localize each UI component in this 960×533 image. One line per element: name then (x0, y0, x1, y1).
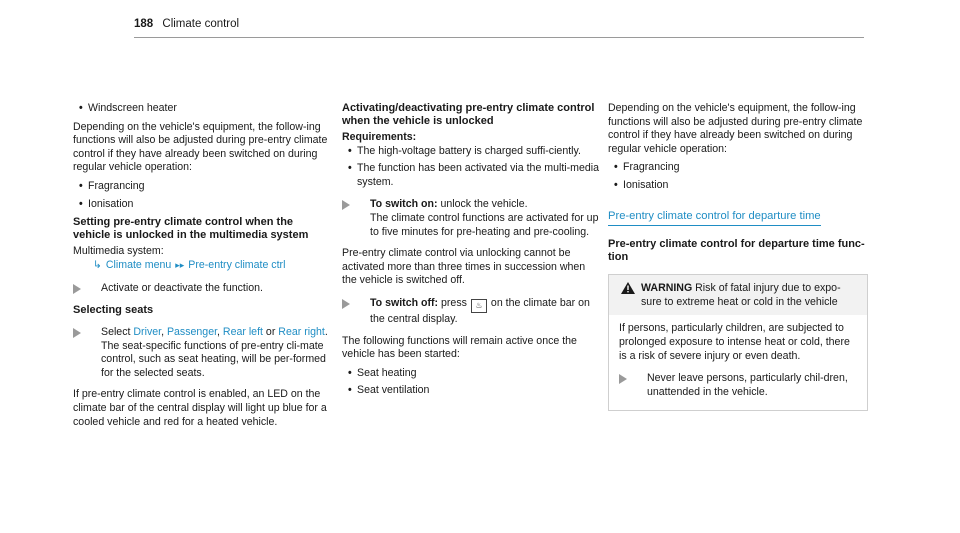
column-3 (608, 102, 868, 411)
switch-on-text: unlock the vehicle. (440, 198, 528, 211)
list-item: • Fragrancing (73, 180, 331, 194)
column-2 (342, 102, 600, 403)
step-arrow-icon (619, 374, 627, 384)
bullet-list (608, 161, 868, 192)
step-note: The climate control functions are activated for up to five minutes for pre-heating and pre-cooling. (370, 211, 599, 238)
bullet-list (73, 180, 331, 211)
header-rule (134, 37, 864, 38)
switch-on-label: To switch on: (370, 198, 438, 211)
double-chevron-icon: ▸▸ (175, 259, 185, 270)
paragraph: The following functions will remain active once the vehicle has been started: (342, 334, 577, 361)
instruction-step (342, 297, 600, 327)
return-arrow-icon: ↳ (93, 258, 102, 271)
bullet-list (342, 367, 600, 398)
instruction-step: Select Driver, Passenger, Rear left or Rear right. The seat-specific functions of pre-entry cli-mate control, such as seat heating, will be per-formed for the selected seats. (73, 326, 331, 380)
bullet-list (73, 102, 331, 116)
warning-header (609, 275, 867, 315)
switch-off-text: on the climate bar on the central display. (370, 296, 590, 325)
warning-paragraph: If persons, particularly children, are subjected to prolonged exposure to intense heat or cold, there is a risk of severe injury or even death. (619, 322, 850, 362)
or-label: or (265, 325, 276, 338)
page-number: 188 (134, 18, 154, 30)
requirements-label: Requirements: (342, 131, 417, 143)
list-item: • Ionisation (73, 198, 331, 212)
warning-label: WARNING (641, 282, 693, 295)
section-heading: Activating/deactivating pre-entry climate control when the vehicle is unlocked (342, 102, 595, 127)
list-item: • Seat ventilation (342, 384, 600, 398)
section-heading: Pre-entry climate control for departure time func-tion (608, 238, 865, 264)
section-heading: Setting pre-entry climate control when the vehicle is unlocked in the multimedia system (73, 216, 309, 242)
warning-text: Risk of fatal injury due to expo-sure to extreme heat or cold in the vehicle (641, 282, 841, 308)
requirements-list (342, 145, 600, 190)
climate-seat-icon: ♨ (471, 299, 487, 313)
list-item: • Windscreen heater (73, 102, 331, 116)
instruction-step (619, 372, 857, 399)
step-arrow-icon (342, 200, 350, 210)
menu-link-preentry[interactable]: Pre-entry climate ctrl (188, 258, 286, 271)
paragraph: Pre-entry climate control via unlocking cannot be activated more than three times in succession when the vehicle is switched off. (342, 247, 586, 287)
paragraph: Depending on the vehicle's equipment, the follow-ing functions will also be adjusted during pre-entry climate control if they have already been switched on during regular vehicle operation: (73, 120, 328, 174)
section-title: Pre-entry climate control for departure time (608, 210, 821, 227)
step-arrow-icon (73, 284, 81, 294)
chapter-title: Climate control (162, 18, 240, 30)
press-label: press (441, 296, 467, 309)
menu-path (93, 259, 331, 273)
seat-option-rear-right[interactable]: Rear right (278, 325, 325, 338)
step-arrow-icon (342, 299, 350, 309)
step-text: Activate or deactivate the function. (101, 282, 263, 295)
list-item: • Ionisation (608, 179, 868, 193)
seat-option-rear-left[interactable]: Rear left (222, 325, 263, 338)
list-item: • The high-voltage battery is charged suffi-ciently. (342, 145, 600, 159)
menu-link-climate[interactable]: Climate menu (105, 258, 172, 271)
switch-off-label: To switch off: (370, 296, 439, 309)
multimedia-label: Multimedia system: (73, 245, 164, 258)
list-item: • Seat heating (342, 367, 600, 381)
step-arrow-icon (73, 328, 81, 338)
select-label: Select (101, 325, 131, 338)
warning-triangle-icon (621, 282, 635, 294)
section-heading: Selecting seats (73, 303, 154, 316)
page-header (134, 18, 239, 34)
instruction-step (342, 198, 600, 239)
step-note: The seat-specific functions of pre-entry cli-mate control, such as seat heating, will be per-formed for the selected seats. (101, 339, 326, 379)
list-item: • Fragrancing (608, 161, 868, 175)
warning-body (609, 315, 867, 410)
paragraph: Depending on the vehicle's equipment, the follow-ing functions will also be adjusted during pre-entry climate control if they have already been switched on during regular vehicle operation: (608, 102, 863, 155)
instruction-step (73, 282, 331, 296)
step-text: Never leave persons, particularly chil-dren, unattended in the vehicle. (647, 372, 848, 398)
paragraph: If pre-entry climate control is enabled, an LED on the climate bar of the central display will light up blue for a cooled vehicle and red for a heated vehicle. (73, 388, 327, 428)
column-1 (73, 102, 331, 434)
warning-box (608, 274, 868, 411)
seat-option-passenger[interactable]: Passenger (166, 325, 218, 338)
list-item: • The function has been activated via the multi-media system. (342, 162, 600, 189)
seat-option-driver[interactable]: Driver (133, 325, 162, 338)
